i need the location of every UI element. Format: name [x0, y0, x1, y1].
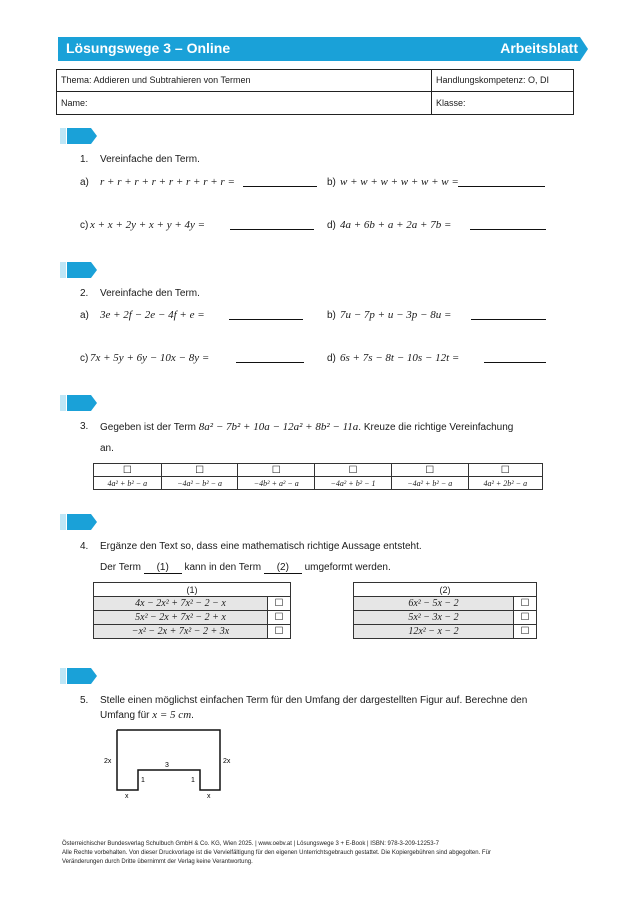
- footer-line1: Österreichischer Bundesverlag Schulbuch GmbH & Co. KG, Wien 2025. | www.oebv.at | Lösungswege 3 + E-Book | ISBN: 978-3-209-12253-7: [62, 841, 439, 847]
- section-marker-icon: [60, 514, 97, 530]
- figure-label-bottom-left: x: [125, 793, 129, 800]
- option-term: 4a² + 2b² − a: [468, 477, 542, 490]
- left-table-header: (1): [94, 583, 291, 597]
- task1c-answer-line[interactable]: [230, 219, 314, 230]
- footer-line2: Alle Rechte vorbehalten. Von dieser Druckvorlage ist die Vervielfältigung für den eigenen Unterrichtsgebrauch gestattet. Die Kopiergebühren sind abgegolten. Für: [62, 850, 491, 856]
- section-marker-icon: [60, 395, 97, 411]
- section-marker-icon: [60, 128, 97, 144]
- task4-prompt: Ergänze den Text so, dass eine mathematisch richtige Aussage entsteht.: [100, 541, 422, 552]
- option-checkbox[interactable]: ☐: [94, 464, 162, 477]
- option-checkbox[interactable]: ☐: [238, 464, 315, 477]
- right-option-checkbox[interactable]: ☐: [514, 611, 537, 625]
- option-term: −4a² + b² − 1: [315, 477, 392, 490]
- task1c-label: c): [80, 220, 89, 231]
- task5-prompt2-start: Umfang für: [100, 710, 150, 721]
- task2d-answer-line[interactable]: [484, 352, 546, 363]
- class-cell[interactable]: [432, 92, 573, 114]
- task5-number: 5.: [80, 695, 89, 706]
- task5-prompt2-end: .: [191, 710, 194, 721]
- option-checkbox[interactable]: ☐: [468, 464, 542, 477]
- option-term: −4b² + a² − a: [238, 477, 315, 490]
- class-label: Klasse:: [436, 98, 466, 108]
- task4-blank2[interactable]: (2): [264, 562, 302, 574]
- task4-s2: kann in den Term: [184, 562, 262, 573]
- task1c-term: x + x + 2y + x + y + 4y =: [90, 219, 206, 231]
- figure-label-inner-right: 1: [191, 777, 195, 784]
- task2c-label: c): [80, 353, 89, 364]
- task3-prompt-end: . Kreuze die richtige Vereinfachung: [358, 422, 514, 433]
- task5-figure: [100, 724, 250, 802]
- task2b-term: 7u − 7p + u − 3p − 8u =: [340, 309, 452, 321]
- option-checkbox[interactable]: ☐: [315, 464, 392, 477]
- task2a-label: a): [80, 310, 89, 321]
- header-banner: [58, 37, 588, 61]
- task4-blank1[interactable]: (1): [144, 562, 182, 574]
- info-table: [56, 69, 574, 115]
- task2d-term: 6s + 7s − 8t − 10s − 12t =: [340, 352, 460, 364]
- left-option-checkbox[interactable]: ☐: [268, 597, 291, 611]
- footer: [62, 840, 582, 867]
- left-option-checkbox[interactable]: ☐: [268, 611, 291, 625]
- task3-prompt: [100, 421, 513, 433]
- task3-prompt-line2: an.: [100, 443, 114, 454]
- option-term: 4a² + b² − a: [94, 477, 162, 490]
- right-table-header: (2): [354, 583, 537, 597]
- name-cell[interactable]: [57, 92, 432, 114]
- header-worksheet-label: Arbeitsblatt: [500, 40, 578, 56]
- task4-number: 4.: [80, 541, 89, 552]
- task4-s3: umgeformt werden.: [304, 562, 391, 573]
- footer-line3: Veränderungen durch Dritte übernimmt der Verlag keine Verantwortung.: [62, 859, 253, 865]
- task2a-answer-line[interactable]: [229, 309, 303, 320]
- figure-label-right: 2x: [223, 758, 231, 765]
- task4-left-table: [93, 582, 291, 639]
- figure-label-left: 2x: [104, 758, 112, 765]
- left-option-term: 5x² − 2x + 7x² − 2 + x: [94, 611, 268, 625]
- left-option-term: 4x − 2x² + 7x² − 2 − x: [94, 597, 268, 611]
- task4-s1: Der Term: [100, 562, 141, 573]
- task2c-term: 7x + 5y + 6y − 10x − 8y =: [90, 352, 210, 364]
- task1b-label: b): [327, 177, 336, 188]
- task3-options-table: [93, 463, 543, 490]
- task4-right-table: [353, 582, 537, 639]
- right-option-term: 12x² − x − 2: [354, 625, 514, 639]
- option-checkbox[interactable]: ☐: [391, 464, 468, 477]
- task1-prompt: Vereinfache den Term.: [100, 154, 200, 165]
- topic-cell: [57, 70, 432, 92]
- option-term: −4a² + b² − a: [391, 477, 468, 490]
- option-term: −4a² − b² − a: [161, 477, 238, 490]
- task2c-answer-line[interactable]: [236, 352, 304, 363]
- right-option-checkbox[interactable]: ☐: [514, 625, 537, 639]
- left-option-term: −x² − 2x + 7x² − 2 + 3x: [94, 625, 268, 639]
- task1-number: 1.: [80, 154, 89, 165]
- section-marker-icon: [60, 262, 97, 278]
- task1d-term: 4a + 6b + a + 2a + 7b =: [340, 219, 452, 231]
- task4-sentence: [100, 562, 391, 574]
- figure-label-inner-left: 1: [141, 777, 145, 784]
- figure-label-bottom-right: x: [207, 793, 211, 800]
- task2-prompt: Vereinfache den Term.: [100, 288, 200, 299]
- competence-cell: [432, 70, 573, 92]
- task3-prompt-start: Gegeben ist der Term: [100, 422, 196, 433]
- task1a-label: a): [80, 177, 89, 188]
- task1a-term: r + r + r + r + r + r + r + r =: [100, 176, 235, 188]
- left-option-checkbox[interactable]: ☐: [268, 625, 291, 639]
- figure-label-top-inner: 3: [165, 762, 169, 769]
- task1d-answer-line[interactable]: [470, 219, 546, 230]
- task3-term: 8a² − 7b² + 10a − 12a² + 8b² − 11a: [198, 421, 359, 433]
- task5-prompt-line2: [100, 709, 194, 721]
- figure-outline: [117, 730, 220, 790]
- task2b-answer-line[interactable]: [471, 309, 546, 320]
- header-title: Lösungswege 3 – Online: [66, 40, 231, 56]
- task5-prompt2-term: x = 5 cm: [152, 709, 192, 721]
- task1a-answer-line[interactable]: [243, 176, 317, 187]
- right-option-term: 6x² − 5x − 2: [354, 597, 514, 611]
- competence-text: Handlungskompetenz: O, DI: [436, 75, 550, 85]
- task2b-label: b): [327, 310, 336, 321]
- task1b-answer-line[interactable]: [458, 176, 545, 187]
- task2-number: 2.: [80, 288, 89, 299]
- task3-number: 3.: [80, 421, 89, 432]
- task1b-term: w + w + w + w + w + w =: [340, 176, 459, 188]
- section-marker-icon: [60, 668, 97, 684]
- task1d-label: d): [327, 220, 336, 231]
- name-label: Name:: [61, 98, 88, 108]
- task2d-label: d): [327, 353, 336, 364]
- topic-text: Thema: Addieren und Subtrahieren von Termen: [61, 75, 251, 85]
- task5-prompt: Stelle einen möglichst einfachen Term für den Umfang der dargestellten Figur auf. Berechne den: [100, 695, 528, 706]
- option-checkbox[interactable]: ☐: [161, 464, 238, 477]
- right-option-term: 5x² − 3x − 2: [354, 611, 514, 625]
- task2a-term: 3e + 2f − 2e − 4f + e =: [100, 309, 205, 321]
- right-option-checkbox[interactable]: ☐: [514, 597, 537, 611]
